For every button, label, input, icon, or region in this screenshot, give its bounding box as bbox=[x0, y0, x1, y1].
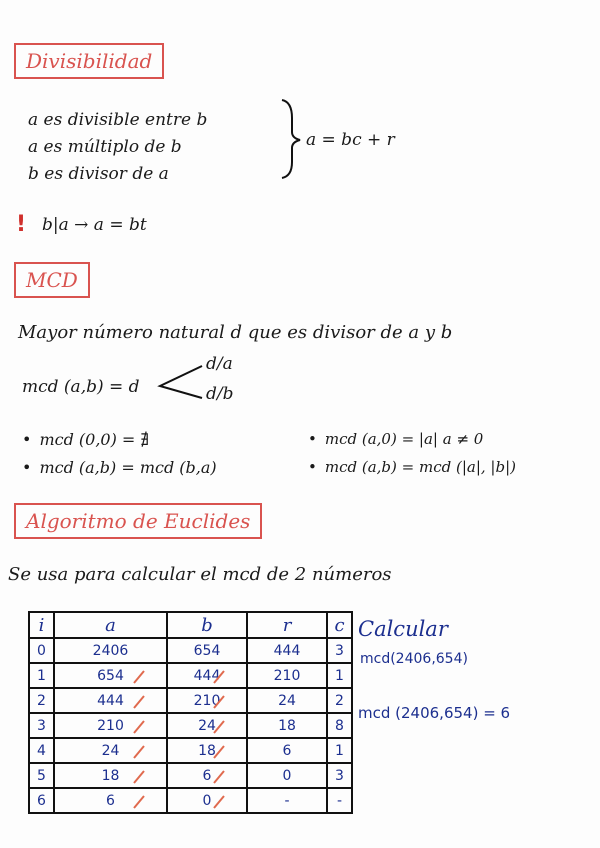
cell-r: 444 bbox=[247, 638, 327, 663]
cell-a: 18 bbox=[54, 763, 167, 788]
header-b: b bbox=[167, 612, 247, 638]
cell-b: 0 bbox=[167, 788, 247, 813]
cell-b: 6 bbox=[167, 763, 247, 788]
property-left-2: • mcd (a,b) = mcd (b,a) bbox=[22, 458, 217, 477]
cell-r: 18 bbox=[247, 713, 327, 738]
cell-i: 6 bbox=[29, 788, 54, 813]
cell-c: 3 bbox=[327, 763, 352, 788]
property-left-1: • mcd (0,0) = ∄ bbox=[22, 430, 149, 449]
curly-brace bbox=[278, 98, 302, 180]
cell-a: 24 bbox=[54, 738, 167, 763]
cell-r: 6 bbox=[247, 738, 327, 763]
cell-r: 0 bbox=[247, 763, 327, 788]
mcd-def-left: mcd (a,b) = d bbox=[22, 377, 140, 397]
header-c: c bbox=[327, 612, 352, 638]
cell-a: 6 bbox=[54, 788, 167, 813]
divisibility-line-2: a es múltiplo de b bbox=[28, 137, 182, 157]
header-r: r bbox=[247, 612, 327, 638]
divisibility-line-1: a es divisible entre b bbox=[28, 110, 208, 130]
mcd-def-top: d/a bbox=[206, 354, 233, 374]
calc-task: mcd(2406,654) bbox=[360, 651, 468, 667]
cell-r: - bbox=[247, 788, 327, 813]
cell-c: 1 bbox=[327, 738, 352, 763]
cell-a: 2406 bbox=[54, 638, 167, 663]
cell-c: 3 bbox=[327, 638, 352, 663]
cell-c: 2 bbox=[327, 688, 352, 713]
cell-i: 5 bbox=[29, 763, 54, 788]
cell-b: 654 bbox=[167, 638, 247, 663]
cell-i: 3 bbox=[29, 713, 54, 738]
section-title-mcd: MCD bbox=[14, 262, 90, 298]
cell-i: 0 bbox=[29, 638, 54, 663]
shift-arrows bbox=[28, 611, 358, 826]
division-formula: a = bc + r bbox=[306, 130, 395, 150]
property-right-1: • mcd (a,0) = |a| a ≠ 0 bbox=[308, 430, 483, 448]
calc-result: mcd (2406,654) = 6 bbox=[358, 704, 511, 722]
cell-i: 4 bbox=[29, 738, 54, 763]
euclides-description: Se usa para calcular el mcd de 2 números bbox=[8, 564, 392, 585]
section-title-divisibilidad: Divisibilidad bbox=[14, 43, 164, 79]
cell-r: 24 bbox=[247, 688, 327, 713]
divisibility-line-3: b es divisor de a bbox=[28, 164, 169, 184]
cell-r: 210 bbox=[247, 663, 327, 688]
cell-c: 1 bbox=[327, 663, 352, 688]
header-i: i bbox=[29, 612, 54, 638]
branch-arrows bbox=[156, 362, 206, 402]
cell-b: 210 bbox=[167, 688, 247, 713]
cell-b: 24 bbox=[167, 713, 247, 738]
cell-a: 654 bbox=[54, 663, 167, 688]
cell-i: 2 bbox=[29, 688, 54, 713]
header-a: a bbox=[54, 612, 167, 638]
calc-title: Calcular bbox=[358, 617, 448, 641]
warning-icon: ! bbox=[16, 212, 27, 237]
cell-c: - bbox=[327, 788, 352, 813]
cell-b: 444 bbox=[167, 663, 247, 688]
divides-note: b|a → a = bt bbox=[42, 215, 147, 235]
cell-b: 18 bbox=[167, 738, 247, 763]
section-title-euclides: Algoritmo de Euclides bbox=[14, 503, 262, 539]
cell-a: 444 bbox=[54, 688, 167, 713]
mcd-def-bottom: d/b bbox=[206, 384, 234, 404]
cell-c: 8 bbox=[327, 713, 352, 738]
mcd-definition: Mayor número natural d que es divisor de a y b bbox=[18, 322, 453, 343]
cell-i: 1 bbox=[29, 663, 54, 688]
cell-a: 210 bbox=[54, 713, 167, 738]
property-right-2: • mcd (a,b) = mcd (|a|, |b|) bbox=[308, 458, 516, 476]
